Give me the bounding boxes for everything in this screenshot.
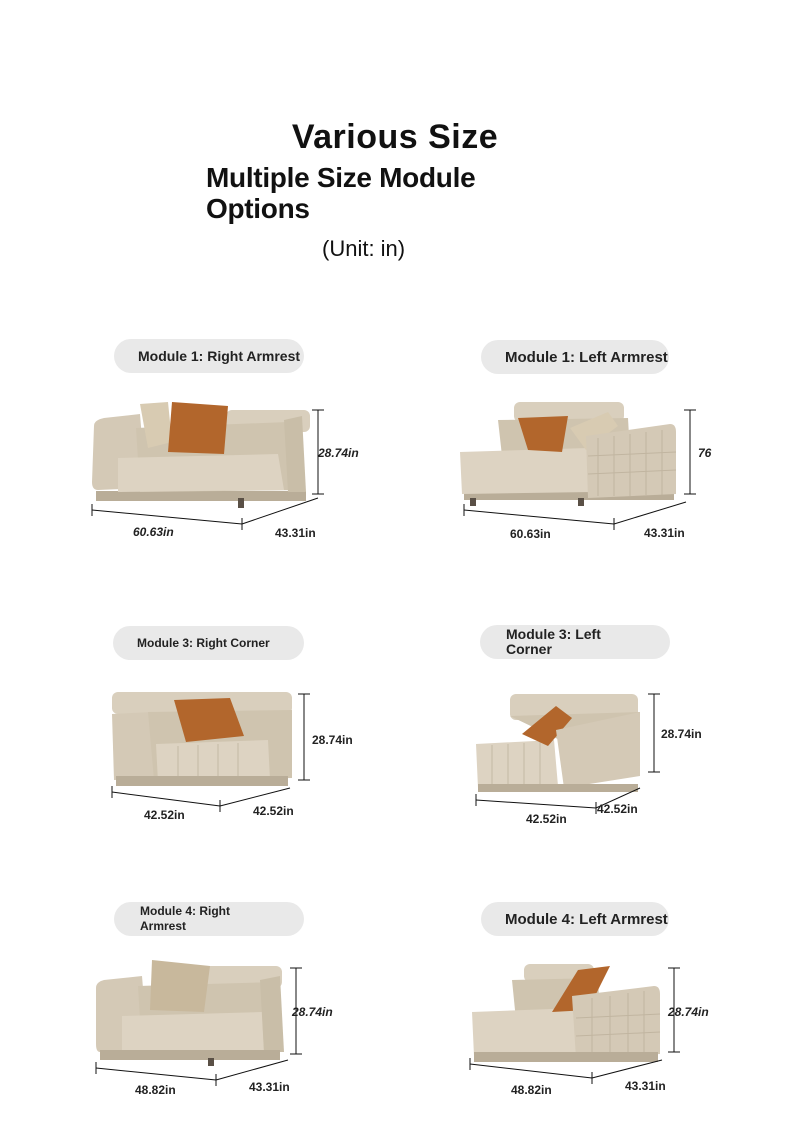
width-dimension: 42.52in	[144, 808, 185, 822]
width-dimension: 60.63in	[510, 527, 551, 541]
width-dimension: 42.52in	[526, 812, 567, 826]
height-dimension: 28.74in	[292, 1005, 333, 1019]
width-dimension: 48.82in	[511, 1083, 552, 1097]
dimension-lines-module-4-right	[92, 966, 322, 1096]
module-label-3-left-text: Module 3: Left Corner	[506, 626, 601, 657]
depth-dimension: 43.31in	[275, 526, 316, 540]
height-dimension: 28.74in	[318, 446, 359, 460]
width-dimension: 60.63in	[133, 525, 174, 539]
depth-dimension: 42.52in	[253, 804, 294, 818]
dimension-lines-module-4-left	[466, 966, 696, 1096]
unit-note: (Unit: in)	[322, 236, 406, 261]
width-dimension: 48.82in	[135, 1083, 176, 1097]
depth-dimension: 43.31in	[625, 1079, 666, 1093]
module-label-4-right	[114, 902, 304, 936]
dimension-lines-module-3-left	[472, 692, 702, 822]
depth-dimension: 42.52in	[597, 802, 638, 816]
height-dimension: 28.74in	[668, 1005, 709, 1019]
height-dimension: 28.74in	[661, 727, 702, 741]
module-label-3-right: Module 3: Right Corner	[113, 626, 304, 660]
dimension-lines-module-1-right	[86, 406, 336, 536]
module-label-4-left: Module 4: Left Armrest	[481, 902, 669, 936]
height-dimension: 28.74in	[312, 733, 353, 747]
dimension-lines-module-3-right	[108, 692, 338, 822]
module-label-1-right: Module 1: Right Armrest	[114, 339, 304, 373]
page-subtitle: Multiple Size Module Options	[206, 162, 476, 224]
module-label-3-left	[480, 625, 670, 659]
module-label-1-left: Module 1: Left Armrest	[481, 340, 669, 374]
page-title: Various Size	[291, 118, 499, 156]
depth-dimension: 43.31in	[249, 1080, 290, 1094]
dimension-lines-module-1-left	[460, 406, 710, 536]
module-label-4-right-text: Module 4: Right Armrest	[140, 904, 230, 933]
depth-dimension: 43.31in	[644, 526, 685, 540]
height-dimension: 76	[698, 446, 712, 460]
